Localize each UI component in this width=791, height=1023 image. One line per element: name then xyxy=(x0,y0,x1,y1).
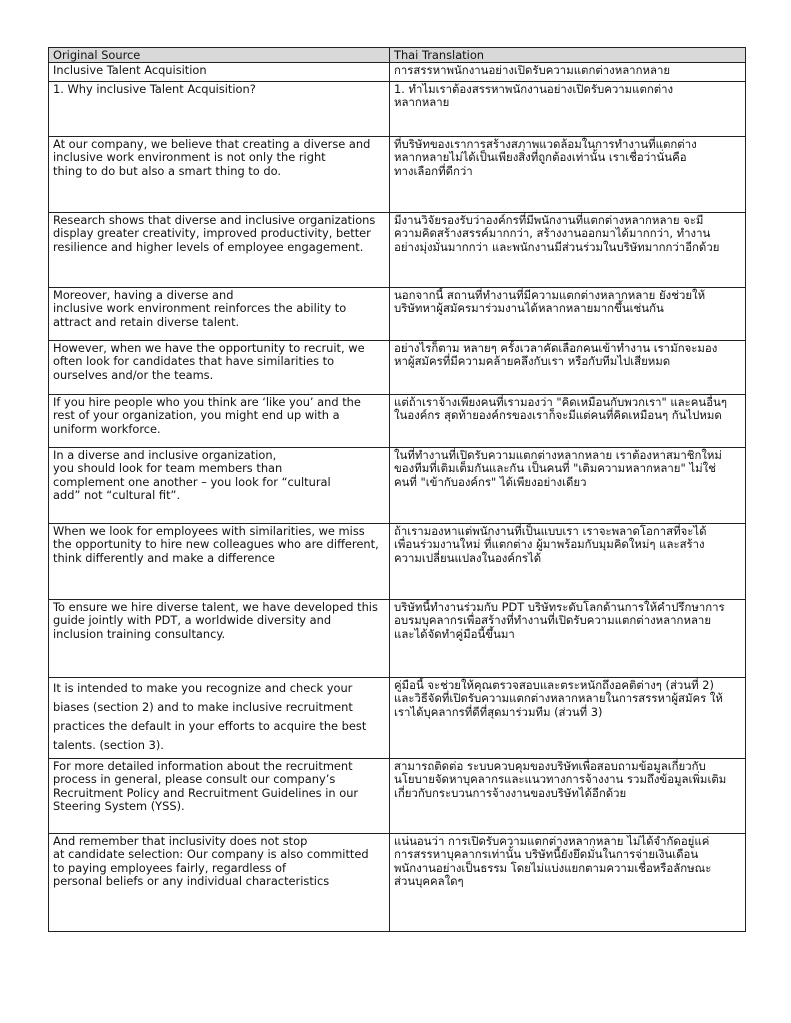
source-cell: When we look for employees with similarities, we miss the opportunity to hire new colleagues who are different, think differently and make a difference xyxy=(49,523,390,599)
table-header-row xyxy=(49,48,746,63)
thai-cell: ในที่ทำงานที่เปิดรับความแตกต่างหลากหลาย เราต้องหาสมาชิกใหม่ ของทีมที่เติมเต็มกันและกัน เป็นคนที่ "เติมความหลากหลาย" ไม่ใช่ คนที่ "เข้ากับองค์กร" ได้เพียงอย่างเดียว xyxy=(390,447,746,523)
source-cell: Research shows that diverse and inclusive organizations display greater creativity, improved productivity, better resilience and higher levels of employee engagement. xyxy=(49,212,390,287)
table-row xyxy=(49,63,746,82)
thai-cell: แน่นอนว่า การเปิดรับความแตกต่างหลากหลาย ไม่ได้จำกัดอยู่แค่ การสรรหาบุคลากรเท่านั้น บริษัทนี้ยังยึดมั่นในการจ่ายเงินเดือน พนักงานอย่างเป็นธรรม โดยไม่แบ่งแยกตามความเชื่อหรือลักษณะ ส่วนบุคคลใดๆ xyxy=(390,833,746,931)
table-row xyxy=(49,447,746,523)
thai-cell: อย่างไรก็ตาม หลายๆ ครั้งเวลาคัดเลือกคนเข้าทำงาน เรามักจะมอง หาผู้สมัครที่มีความคล้ายคลึงกับเรา หรือกับทีมไปเสียหมด xyxy=(390,340,746,394)
thai-cell: สามารถติดต่อ ระบบควบคุมของบริษัทเพื่อสอบถามข้อมูลเกี่ยวกับ นโยบายจัดหาบุคลากรและแนวทางการจ้างงาน รวมถึงข้อมูลเพิ่มเติม เกี่ยวกับกระบวนการจ้างงานของบริษัทได้อีกด้วย xyxy=(390,758,746,833)
source-cell: And remember that inclusivity does not stop at candidate selection: Our company is also committed to paying employees fairly, regardless of personal beliefs or any individual characteristics xyxy=(49,833,390,931)
source-cell: 1. Why inclusive Talent Acquisition? xyxy=(49,81,390,136)
table-row xyxy=(49,340,746,394)
source-cell: However, when we have the opportunity to recruit, we often look for candidates that have similarities to ourselves and/or the teams. xyxy=(49,340,390,394)
table-row xyxy=(49,394,746,447)
source-cell: To ensure we hire diverse talent, we have developed this guide jointly with PDT, a worldwide diversity and inclusion training consultancy. xyxy=(49,599,390,677)
source-cell: If you hire people who you think are ‘like you’ and the rest of your organization, you might end up with a uniform workforce. xyxy=(49,394,390,447)
thai-cell: นอกจากนี้ สถานที่ทำงานที่มีความแตกต่างหลากหลาย ยังช่วยให้ บริษัทหาผู้สมัครมาร่วมงานได้หลากหลายมากขึ้นเช่นกัน xyxy=(390,287,746,340)
source-cell: For more detailed information about the recruitment process in general, please consult our company’s Recruitment Policy and Recruitment Guidelines in our Steering System (YSS). xyxy=(49,758,390,833)
source-cell: Moreover, having a diverse and inclusive work environment reinforces the ability to attract and retain diverse talent. xyxy=(49,287,390,340)
source-cell: At our company, we believe that creating a diverse and inclusive work environment is not only the right thing to do but also a smart thing to do. xyxy=(49,136,390,212)
source-cell: In a diverse and inclusive organization, you should look for team members than complement one another – you look for “cultural add” not “cultural fit”. xyxy=(49,447,390,523)
translation-table xyxy=(48,47,746,932)
thai-cell: 1. ทำไมเราต้องสรรหาพนักงานอย่างเปิดรับความแตกต่าง หลากหลาย xyxy=(390,81,746,136)
thai-cell: แต่ถ้าเราจ้างเพียงคนที่เรามองว่า "คิดเหมือนกับพวกเรา" และคนอื่นๆ ในองค์กร สุดท้ายองค์กรของเราก็จะมีแต่คนที่คิดเหมือนๆ กันไปหมด xyxy=(390,394,746,447)
thai-cell: ที่บริษัทของเราการสร้างสภาพแวดล้อมในการทำงานที่แตกต่าง หลากหลายไม่ได้เป็นเพียงสิ่งที่ถูกต้องเท่านั้น เราเชื่อว่านั่นคือ ทางเลือกที่ดีกว่า xyxy=(390,136,746,212)
source-cell: Inclusive Talent Acquisition xyxy=(49,63,390,82)
thai-cell: บริษัทนี้ทำงานร่วมกับ PDT บริษัทระดับโลกด้านการให้คำปรึกษาการ อบรมบุคลากรเพื่อสร้างที่ทำงานที่เปิดรับความแตกต่างหลากหลาย และได้จัดทำคู่มือนี้ขึ้นมา xyxy=(390,599,746,677)
header-thai-translation: Thai Translation xyxy=(390,48,746,63)
table-row xyxy=(49,758,746,833)
source-cell: It is intended to make you recognize and check your biases (section 2) and to make inclusive recruitment practices the default in your efforts to acquire the best talents. (section 3). xyxy=(49,677,390,758)
table-row xyxy=(49,136,746,212)
table-row xyxy=(49,599,746,677)
thai-cell: การสรรหาพนักงานอย่างเปิดรับความแตกต่างหลากหลาย xyxy=(390,63,746,82)
table-row xyxy=(49,287,746,340)
thai-cell: มีงานวิจัยรองรับว่าองค์กรที่มีพนักงานที่แตกต่างหลากหลาย จะมี ความคิดสร้างสรรค์มากกว่า, สร้างงานออกมาได้มากกว่า, ทำงาน อย่างมุ่งมั่นมากกว่า และพนักงานมีส่วนร่วมในบริษัทมากกว่าอีกด้วย xyxy=(390,212,746,287)
table-row xyxy=(49,212,746,287)
table-row xyxy=(49,833,746,931)
table-row xyxy=(49,677,746,758)
table-row xyxy=(49,81,746,136)
thai-cell: คู่มือนี้ จะช่วยให้คุณตรวจสอบและตระหนักถึงอคติต่างๆ (ส่วนที่ 2) และวิธีจัดที่เปิดรับความแตกต่างหลากหลายในการสรรหาผู้สมัคร ให้ เราได้บุคลากรที่ดีที่สุดมาร่วมทีม (ส่วนที่ 3) xyxy=(390,677,746,758)
header-original-source: Original Source xyxy=(49,48,390,63)
table-row xyxy=(49,523,746,599)
thai-cell: ถ้าเรามองหาแต่พนักงานที่เป็นแบบเรา เราจะพลาดโอกาสที่จะได้ เพื่อนร่วมงานใหม่ ที่แตกต่าง ผู้มาพร้อมกับมุมคิดใหม่ๆ และสร้าง ความเปลี่ยนแปลงในองค์กรได้ xyxy=(390,523,746,599)
